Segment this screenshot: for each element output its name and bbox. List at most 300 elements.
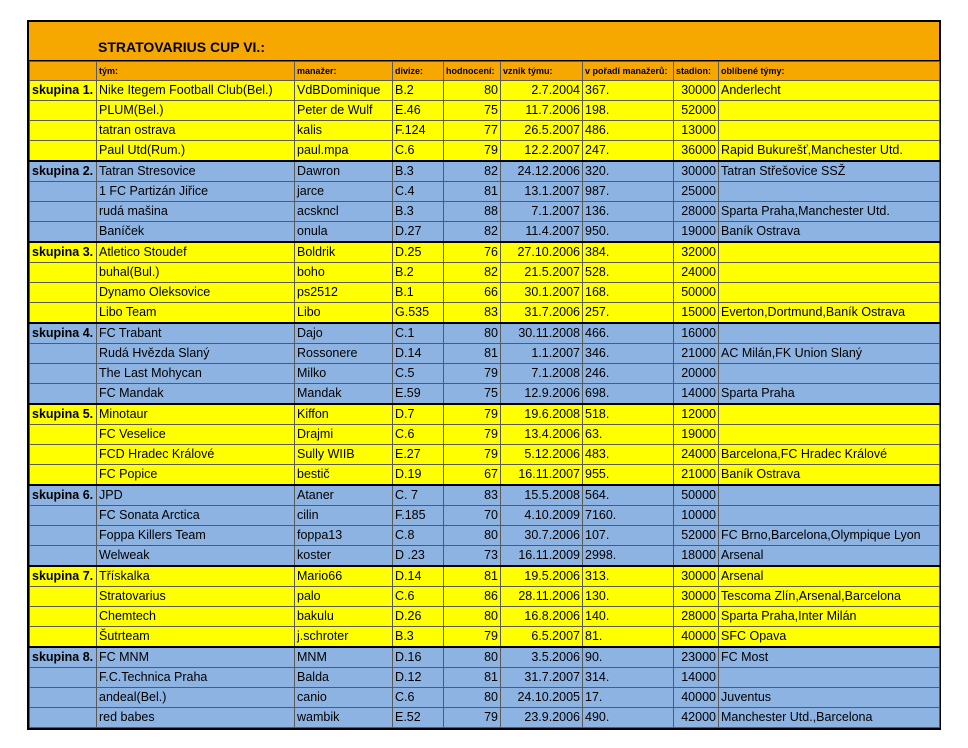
team-name-cell: Třískalka <box>97 566 295 587</box>
division-cell: D.19 <box>393 465 444 486</box>
manager-rank-cell: 518. <box>583 404 674 425</box>
favorite-teams-cell: Juventus <box>719 688 940 708</box>
group-label-cell: skupina 6. <box>30 485 97 506</box>
team-name-cell: F.C.Technica Praha <box>97 668 295 688</box>
manager-cell: kalis <box>295 121 393 141</box>
division-cell: B.2 <box>393 263 444 283</box>
group-label-cell <box>30 546 97 567</box>
table-row <box>30 627 940 648</box>
team-name-cell: FC Sonata Arctica <box>97 506 295 526</box>
founded-cell: 1.1.2007 <box>501 344 583 364</box>
team-name-cell: Paul Utd(Rum.) <box>97 141 295 162</box>
header-cell-stadium: stadion: <box>674 62 719 81</box>
group-label-cell <box>30 202 97 222</box>
manager-cell: VdBDominique <box>295 81 393 101</box>
stadium-cell: 52000 <box>674 101 719 121</box>
favorite-teams-cell <box>719 242 940 263</box>
division-cell: D.27 <box>393 222 444 243</box>
manager-cell: Libo <box>295 303 393 324</box>
rating-cell: 82 <box>444 161 501 182</box>
rating-cell: 80 <box>444 526 501 546</box>
division-cell: C.4 <box>393 182 444 202</box>
table-row <box>30 303 940 324</box>
rating-cell: 79 <box>444 364 501 384</box>
rating-cell: 70 <box>444 506 501 526</box>
table-row <box>30 587 940 607</box>
division-cell: C.6 <box>393 688 444 708</box>
header-cell-rating: hodnocení: <box>444 62 501 81</box>
manager-cell: Ataner <box>295 485 393 506</box>
rating-cell: 80 <box>444 323 501 344</box>
stadium-cell: 25000 <box>674 182 719 202</box>
manager-cell: bakulu <box>295 607 393 627</box>
division-cell: E.46 <box>393 101 444 121</box>
favorite-teams-cell: Sparta Praha <box>719 384 940 405</box>
manager-cell: MNM <box>295 647 393 668</box>
manager-rank-cell: 490. <box>583 708 674 728</box>
stadium-cell: 52000 <box>674 526 719 546</box>
group-label-cell <box>30 708 97 728</box>
division-cell: E.27 <box>393 445 444 465</box>
stadium-cell: 13000 <box>674 121 719 141</box>
group-label-cell <box>30 141 97 162</box>
favorite-teams-cell: Barcelona,FC Hradec Králové <box>719 445 940 465</box>
manager-cell: cilin <box>295 506 393 526</box>
rating-cell: 80 <box>444 81 501 101</box>
group-label-cell: skupina 3. <box>30 242 97 263</box>
founded-cell: 28.11.2006 <box>501 587 583 607</box>
manager-cell: Peter de Wulf <box>295 101 393 121</box>
table-row <box>30 546 940 567</box>
manager-rank-cell: 257. <box>583 303 674 324</box>
header-row <box>30 62 940 81</box>
division-cell: E.52 <box>393 708 444 728</box>
founded-cell: 19.6.2008 <box>501 404 583 425</box>
rating-cell: 79 <box>444 141 501 162</box>
founded-cell: 31.7.2007 <box>501 668 583 688</box>
manager-rank-cell: 564. <box>583 485 674 506</box>
division-cell: C. 7 <box>393 485 444 506</box>
favorite-teams-cell: Tatran Střešovice SSŽ <box>719 161 940 182</box>
manager-rank-cell: 320. <box>583 161 674 182</box>
manager-cell: Mandak <box>295 384 393 405</box>
group-label-cell: skupina 2. <box>30 161 97 182</box>
stadium-cell: 40000 <box>674 627 719 648</box>
group-label-cell <box>30 425 97 445</box>
title-row <box>29 22 939 61</box>
manager-rank-cell: 955. <box>583 465 674 486</box>
rating-cell: 76 <box>444 242 501 263</box>
manager-rank-cell: 486. <box>583 121 674 141</box>
stadium-cell: 12000 <box>674 404 719 425</box>
group-label-cell <box>30 445 97 465</box>
table-row <box>30 425 940 445</box>
rating-cell: 83 <box>444 303 501 324</box>
manager-cell: onula <box>295 222 393 243</box>
founded-cell: 2.7.2004 <box>501 81 583 101</box>
stadium-cell: 19000 <box>674 425 719 445</box>
founded-cell: 11.4.2007 <box>501 222 583 243</box>
rating-cell: 75 <box>444 101 501 121</box>
rating-cell: 66 <box>444 283 501 303</box>
founded-cell: 3.5.2006 <box>501 647 583 668</box>
team-name-cell: Tatran Stresovice <box>97 161 295 182</box>
group-label-cell <box>30 688 97 708</box>
table-row <box>30 384 940 405</box>
stadium-cell: 30000 <box>674 587 719 607</box>
founded-cell: 30.1.2007 <box>501 283 583 303</box>
group-label-cell: skupina 1. <box>30 81 97 101</box>
rating-cell: 79 <box>444 425 501 445</box>
founded-cell: 31.7.2006 <box>501 303 583 324</box>
favorite-teams-cell: Everton,Dortmund,Baník Ostrava <box>719 303 940 324</box>
manager-cell: Balda <box>295 668 393 688</box>
rating-cell: 81 <box>444 182 501 202</box>
team-name-cell: FC Popice <box>97 465 295 486</box>
stadium-cell: 50000 <box>674 485 719 506</box>
table-row <box>30 344 940 364</box>
stadium-cell: 21000 <box>674 465 719 486</box>
division-cell: C.6 <box>393 587 444 607</box>
header-cell-manager-rank: v pořadí manažerů: <box>583 62 674 81</box>
team-name-cell: red babes <box>97 708 295 728</box>
founded-cell: 15.5.2008 <box>501 485 583 506</box>
division-cell: D.16 <box>393 647 444 668</box>
rating-cell: 86 <box>444 587 501 607</box>
group-label-cell <box>30 384 97 405</box>
rating-cell: 83 <box>444 485 501 506</box>
team-name-cell: 1 FC Partizán Jiřice <box>97 182 295 202</box>
division-cell: C.6 <box>393 425 444 445</box>
table-row <box>30 506 940 526</box>
favorite-teams-cell <box>719 182 940 202</box>
group-label-cell <box>30 465 97 486</box>
team-name-cell: Baníček <box>97 222 295 243</box>
rating-cell: 79 <box>444 404 501 425</box>
group-label-cell <box>30 506 97 526</box>
header-cell-founded: vznik týmu: <box>501 62 583 81</box>
team-name-cell: Dynamo Oleksovice <box>97 283 295 303</box>
founded-cell: 12.9.2006 <box>501 384 583 405</box>
favorite-teams-cell: Tescoma Zlín,Arsenal,Barcelona <box>719 587 940 607</box>
division-cell: F.124 <box>393 121 444 141</box>
team-name-cell: PLUM(Bel.) <box>97 101 295 121</box>
favorite-teams-cell <box>719 283 940 303</box>
division-cell: B.2 <box>393 81 444 101</box>
table-row <box>30 688 940 708</box>
division-cell: C.6 <box>393 141 444 162</box>
header-cell-manager: manažer: <box>295 62 393 81</box>
division-cell: F.185 <box>393 506 444 526</box>
group-label-cell <box>30 627 97 648</box>
manager-cell: ps2512 <box>295 283 393 303</box>
stadium-cell: 23000 <box>674 647 719 668</box>
table-row <box>30 485 940 506</box>
team-name-cell: Atletico Stoudef <box>97 242 295 263</box>
manager-rank-cell: 466. <box>583 323 674 344</box>
group-label-cell: skupina 4. <box>30 323 97 344</box>
teams-table <box>29 61 940 728</box>
team-name-cell: Rudá Hvězda Slaný <box>97 344 295 364</box>
division-cell: B.3 <box>393 627 444 648</box>
rating-cell: 82 <box>444 222 501 243</box>
founded-cell: 26.5.2007 <box>501 121 583 141</box>
table-row <box>30 202 940 222</box>
founded-cell: 24.10.2005 <box>501 688 583 708</box>
manager-cell: wambik <box>295 708 393 728</box>
header-cell-group <box>30 62 97 81</box>
division-cell: D.7 <box>393 404 444 425</box>
division-cell: E.59 <box>393 384 444 405</box>
favorite-teams-cell: Baník Ostrava <box>719 465 940 486</box>
manager-rank-cell: 198. <box>583 101 674 121</box>
team-name-cell: Nike Itegem Football Club(Bel.) <box>97 81 295 101</box>
division-cell: B.3 <box>393 161 444 182</box>
founded-cell: 7.1.2008 <box>501 364 583 384</box>
manager-cell: Boldrik <box>295 242 393 263</box>
division-cell: B.3 <box>393 202 444 222</box>
rating-cell: 77 <box>444 121 501 141</box>
favorite-teams-cell <box>719 101 940 121</box>
rating-cell: 81 <box>444 668 501 688</box>
manager-rank-cell: 81. <box>583 627 674 648</box>
manager-rank-cell: 483. <box>583 445 674 465</box>
team-name-cell: Stratovarius <box>97 587 295 607</box>
manager-rank-cell: 346. <box>583 344 674 364</box>
group-label-cell <box>30 303 97 324</box>
manager-cell: Milko <box>295 364 393 384</box>
founded-cell: 24.12.2006 <box>501 161 583 182</box>
manager-cell: jarce <box>295 182 393 202</box>
manager-cell: Rossonere <box>295 344 393 364</box>
header-cell-team: tým: <box>97 62 295 81</box>
group-label-cell <box>30 263 97 283</box>
header-cell-division: divize: <box>393 62 444 81</box>
table-row <box>30 263 940 283</box>
table-row <box>30 222 940 243</box>
manager-cell: acskncl <box>295 202 393 222</box>
manager-cell: Mario66 <box>295 566 393 587</box>
rating-cell: 80 <box>444 607 501 627</box>
team-name-cell: rudá mašina <box>97 202 295 222</box>
manager-rank-cell: 168. <box>583 283 674 303</box>
founded-cell: 12.2.2007 <box>501 141 583 162</box>
team-name-cell: FC Mandak <box>97 384 295 405</box>
manager-cell: Dajo <box>295 323 393 344</box>
rating-cell: 82 <box>444 263 501 283</box>
division-cell: D.12 <box>393 668 444 688</box>
manager-rank-cell: 698. <box>583 384 674 405</box>
founded-cell: 16.11.2007 <box>501 465 583 486</box>
team-name-cell: FCD Hradec Králové <box>97 445 295 465</box>
group-label-cell: skupina 7. <box>30 566 97 587</box>
table-row <box>30 121 940 141</box>
stadium-cell: 14000 <box>674 668 719 688</box>
header-cell-favorite-teams: oblíbené týmy: <box>719 62 940 81</box>
favorite-teams-cell <box>719 485 940 506</box>
manager-rank-cell: 987. <box>583 182 674 202</box>
manager-cell: Sully WIIB <box>295 445 393 465</box>
division-cell: D.25 <box>393 242 444 263</box>
spreadsheet <box>27 20 941 730</box>
manager-rank-cell: 90. <box>583 647 674 668</box>
stadium-cell: 21000 <box>674 344 719 364</box>
sheet-title: STRATOVARIUS CUP VI.: <box>98 39 265 55</box>
manager-rank-cell: 528. <box>583 263 674 283</box>
founded-cell: 27.10.2006 <box>501 242 583 263</box>
founded-cell: 30.11.2008 <box>501 323 583 344</box>
favorite-teams-cell: Sparta Praha,Inter Milán <box>719 607 940 627</box>
manager-cell: paul.mpa <box>295 141 393 162</box>
stadium-cell: 42000 <box>674 708 719 728</box>
favorite-teams-cell: FC Most <box>719 647 940 668</box>
rating-cell: 73 <box>444 546 501 567</box>
division-cell: C.1 <box>393 323 444 344</box>
manager-cell: boho <box>295 263 393 283</box>
manager-rank-cell: 247. <box>583 141 674 162</box>
founded-cell: 16.11.2009 <box>501 546 583 567</box>
table-row <box>30 445 940 465</box>
manager-rank-cell: 313. <box>583 566 674 587</box>
favorite-teams-cell: Arsenal <box>719 566 940 587</box>
manager-cell: canio <box>295 688 393 708</box>
table-row <box>30 323 940 344</box>
manager-rank-cell: 384. <box>583 242 674 263</box>
group-label-cell <box>30 607 97 627</box>
table-row <box>30 182 940 202</box>
table-row <box>30 141 940 162</box>
favorite-teams-cell <box>719 323 940 344</box>
stadium-cell: 18000 <box>674 546 719 567</box>
team-name-cell: FC MNM <box>97 647 295 668</box>
group-label-cell: skupina 5. <box>30 404 97 425</box>
division-cell: G.535 <box>393 303 444 324</box>
table-row <box>30 283 940 303</box>
group-label-cell <box>30 668 97 688</box>
rating-cell: 79 <box>444 627 501 648</box>
table-row <box>30 404 940 425</box>
group-label-cell <box>30 587 97 607</box>
table-row <box>30 161 940 182</box>
manager-cell: Dawron <box>295 161 393 182</box>
rating-cell: 81 <box>444 566 501 587</box>
stadium-cell: 32000 <box>674 242 719 263</box>
favorite-teams-cell: Anderlecht <box>719 81 940 101</box>
rating-cell: 75 <box>444 384 501 405</box>
division-cell: D.14 <box>393 344 444 364</box>
founded-cell: 7.1.2007 <box>501 202 583 222</box>
table-row <box>30 364 940 384</box>
manager-rank-cell: 107. <box>583 526 674 546</box>
favorite-teams-cell <box>719 668 940 688</box>
founded-cell: 13.4.2006 <box>501 425 583 445</box>
stadium-cell: 19000 <box>674 222 719 243</box>
founded-cell: 6.5.2007 <box>501 627 583 648</box>
group-label-cell <box>30 344 97 364</box>
favorite-teams-cell: Sparta Praha,Manchester Utd. <box>719 202 940 222</box>
table-row <box>30 566 940 587</box>
founded-cell: 19.5.2006 <box>501 566 583 587</box>
team-name-cell: Šutrteam <box>97 627 295 648</box>
founded-cell: 13.1.2007 <box>501 182 583 202</box>
stadium-cell: 40000 <box>674 688 719 708</box>
favorite-teams-cell <box>719 263 940 283</box>
manager-rank-cell: 7160. <box>583 506 674 526</box>
team-name-cell: Foppa Killers Team <box>97 526 295 546</box>
division-cell: D.14 <box>393 566 444 587</box>
division-cell: D .23 <box>393 546 444 567</box>
stadium-cell: 50000 <box>674 283 719 303</box>
manager-rank-cell: 314. <box>583 668 674 688</box>
founded-cell: 4.10.2009 <box>501 506 583 526</box>
rating-cell: 80 <box>444 647 501 668</box>
team-name-cell: andeal(Bel.) <box>97 688 295 708</box>
team-name-cell: FC Trabant <box>97 323 295 344</box>
founded-cell: 30.7.2006 <box>501 526 583 546</box>
division-cell: C.5 <box>393 364 444 384</box>
manager-rank-cell: 63. <box>583 425 674 445</box>
stadium-cell: 16000 <box>674 323 719 344</box>
team-name-cell: JPD <box>97 485 295 506</box>
favorite-teams-cell <box>719 506 940 526</box>
group-label-cell <box>30 121 97 141</box>
rating-cell: 67 <box>444 465 501 486</box>
manager-cell: Drajmi <box>295 425 393 445</box>
founded-cell: 11.7.2006 <box>501 101 583 121</box>
table-row <box>30 465 940 486</box>
favorite-teams-cell: FC Brno,Barcelona,Olympique Lyon <box>719 526 940 546</box>
division-cell: B.1 <box>393 283 444 303</box>
group-label-cell <box>30 182 97 202</box>
group-label-cell <box>30 101 97 121</box>
favorite-teams-cell <box>719 364 940 384</box>
favorite-teams-cell: Arsenal <box>719 546 940 567</box>
founded-cell: 21.5.2007 <box>501 263 583 283</box>
team-name-cell: tatran ostrava <box>97 121 295 141</box>
rating-cell: 80 <box>444 688 501 708</box>
founded-cell: 5.12.2006 <box>501 445 583 465</box>
stadium-cell: 28000 <box>674 607 719 627</box>
table-row <box>30 81 940 101</box>
team-name-cell: Chemtech <box>97 607 295 627</box>
manager-cell: palo <box>295 587 393 607</box>
table-row <box>30 647 940 668</box>
group-label-cell <box>30 283 97 303</box>
group-label-cell: skupina 8. <box>30 647 97 668</box>
table-row <box>30 101 940 121</box>
favorite-teams-cell <box>719 404 940 425</box>
manager-rank-cell: 2998. <box>583 546 674 567</box>
founded-cell: 16.8.2006 <box>501 607 583 627</box>
manager-cell: bestič <box>295 465 393 486</box>
table-row <box>30 242 940 263</box>
rating-cell: 88 <box>444 202 501 222</box>
table-row <box>30 526 940 546</box>
favorite-teams-cell: Manchester Utd.,Barcelona <box>719 708 940 728</box>
favorite-teams-cell: Baník Ostrava <box>719 222 940 243</box>
manager-rank-cell: 136. <box>583 202 674 222</box>
stadium-cell: 36000 <box>674 141 719 162</box>
founded-cell: 23.9.2006 <box>501 708 583 728</box>
table-row <box>30 708 940 728</box>
favorite-teams-cell <box>719 425 940 445</box>
manager-cell: j.schroter <box>295 627 393 648</box>
stadium-cell: 10000 <box>674 506 719 526</box>
team-name-cell: Welweak <box>97 546 295 567</box>
stadium-cell: 15000 <box>674 303 719 324</box>
stadium-cell: 20000 <box>674 364 719 384</box>
division-cell: C.8 <box>393 526 444 546</box>
